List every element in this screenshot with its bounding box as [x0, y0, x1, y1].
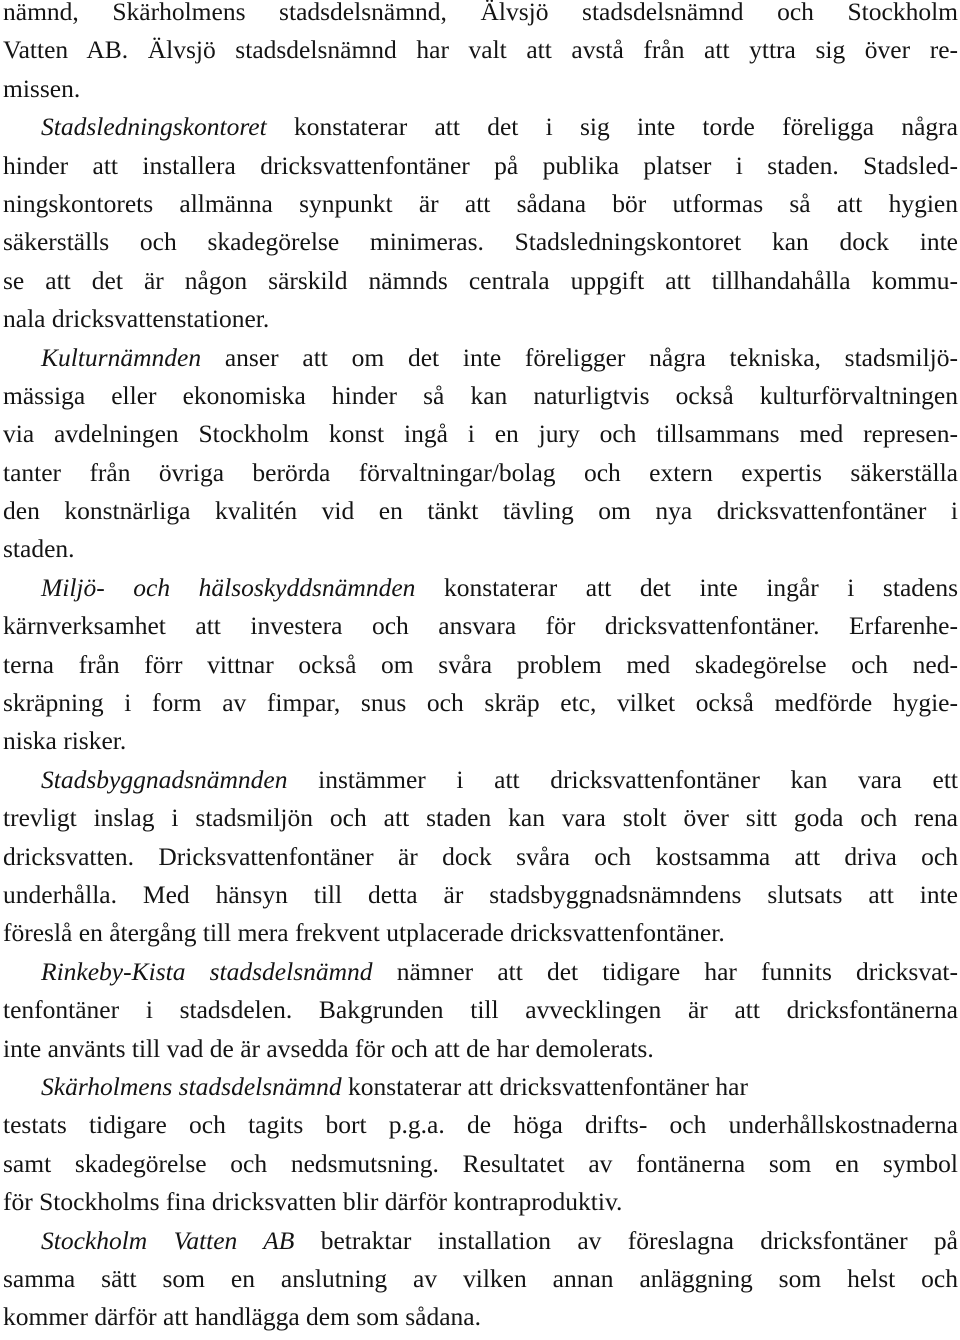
text-line	[3, 1106, 958, 1144]
text-segment: missen.	[3, 73, 81, 103]
text-segment: säkerställs och skadegörelse minimeras. Stadsledningskontoret kan dock inte	[3, 227, 958, 257]
organization-name: Kulturnämnden	[41, 342, 202, 372]
text-segment: instämmer i att dricksvattenfontäner kan vara ett	[287, 764, 958, 794]
organization-name: Stockholm Vatten AB	[41, 1225, 295, 1255]
text-line	[3, 607, 958, 645]
text-line	[3, 147, 958, 185]
text-segment: tanter från övriga berörda förvaltningar/bolag och extern expertis säkerställa	[3, 457, 958, 487]
document-page	[3, 0, 958, 1337]
organization-name: Stadsledningskontoret	[41, 112, 267, 142]
text-segment: ningskontorets allmänna synpunkt är att sådana bör utformas så att hygien	[3, 188, 958, 218]
text-line	[3, 185, 958, 223]
text-segment: betraktar installation av föreslagna dricksfontäner på	[294, 1225, 958, 1255]
text-segment: tenfontäner i stadsdelen. Bakgrunden till avvecklingen är att dricksfontänerna	[3, 995, 958, 1025]
text-segment: konstaterar att dricksvattenfontäner har	[341, 1071, 748, 1101]
text-segment: konstaterar att det inte ingår i stadens	[415, 572, 958, 602]
text-line	[3, 262, 958, 300]
text-line	[3, 1145, 958, 1183]
text-segment: Vatten AB. Älvsjö stadsdelsnämnd har valt att avstå från att yttra sig över re-	[3, 35, 958, 65]
text-segment: se att det är någon särskild nämnds centrala uppgift att tillhandahålla kommu-	[3, 265, 958, 295]
text-segment: dricksvatten. Dricksvattenfontäner är dock svåra och kostsamma att driva och	[3, 841, 958, 871]
text-segment: nämner att det tidigare har funnits dricksvat-	[372, 956, 958, 986]
text-segment: kärnverksamhet att investera och ansvara för dricksvattenfontäner. Erfarenhe-	[3, 611, 958, 641]
text-segment: samma sätt som en anslutning av vilken annan anläggning som helst och	[3, 1263, 958, 1293]
text-line	[3, 31, 958, 69]
text-line	[3, 569, 958, 607]
text-segment: för Stockholms fina dricksvatten blir därför kontraproduktiv.	[3, 1187, 623, 1217]
text-line	[3, 876, 958, 914]
paragraph-kulturnamnden	[3, 339, 958, 569]
text-segment: staden.	[3, 534, 75, 564]
text-segment: hinder att installera dricksvattenfontäner på publika platser i staden. Stadsled-	[3, 150, 958, 180]
text-line	[3, 339, 958, 377]
text-line	[3, 1298, 958, 1336]
text-line	[3, 838, 958, 876]
text-segment: niska risker.	[3, 726, 127, 756]
text-segment: konstaterar att det i sig inte torde föreligga några	[266, 112, 958, 142]
text-line	[3, 530, 958, 568]
text-segment: skräpning i form av fimpar, snus och skräp etc, vilket också medförde hygie-	[3, 688, 958, 718]
organization-name: Skärholmens stadsdelsnämnd	[41, 1071, 342, 1101]
text-segment: inte använts till vad de är avsedda för och att de har demolerats.	[3, 1033, 654, 1063]
text-line	[3, 1222, 958, 1260]
organization-name: Miljö- och hälsoskyddsnämnden	[41, 572, 416, 602]
text-segment: den konstnärliga kvalitén vid en tänkt tävling om nya dricksvattenfontäner i	[3, 496, 958, 526]
paragraph-stadsledningskontoret	[3, 108, 958, 338]
text-line	[3, 1030, 958, 1068]
text-segment: kommer därför att handlägga dem som sådana.	[3, 1302, 481, 1332]
text-line	[3, 0, 958, 31]
paragraph-rinkeby	[3, 953, 958, 1068]
paragraph-stadsbyggnad	[3, 761, 958, 953]
text-line	[3, 1068, 958, 1106]
text-line	[3, 1183, 958, 1221]
text-segment: testats tidigare och tagits bort p.g.a. de höga drifts- och underhållskostnaderna	[3, 1110, 958, 1140]
text-line	[3, 70, 958, 108]
text-segment: trevligt inslag i stadsmiljön och att staden kan vara stolt över sitt goda och rena	[3, 803, 958, 833]
text-line	[3, 761, 958, 799]
text-line	[3, 684, 958, 722]
document-body	[3, 0, 958, 1337]
text-line	[3, 991, 958, 1029]
paragraph-intro	[3, 0, 958, 108]
paragraph-miljo	[3, 569, 958, 761]
text-line	[3, 914, 958, 952]
text-segment: nämnd, Skärholmens stadsdelsnämnd, Älvsjö stadsdelsnämnd och Stockholm	[3, 0, 958, 26]
text-segment: terna från förr vittnar också om svåra problem med skadegörelse och ned-	[3, 649, 958, 679]
text-line	[3, 1260, 958, 1298]
text-line	[3, 492, 958, 530]
text-line	[3, 108, 958, 146]
text-segment: samt skadegörelse och nedsmutsning. Resultatet av fontänerna som en symbol	[3, 1148, 958, 1178]
organization-name: Rinkeby-Kista stadsdelsnämnd	[41, 956, 373, 986]
paragraph-stockholm-vatten	[3, 1222, 958, 1337]
organization-name: Stadsbyggnadsnämnden	[41, 764, 288, 794]
text-segment: föreslå en återgång till mera frekvent utplacerade dricksvattenfontäner.	[3, 918, 725, 948]
text-line	[3, 415, 958, 453]
text-line	[3, 223, 958, 261]
text-line	[3, 799, 958, 837]
text-line	[3, 377, 958, 415]
text-line	[3, 646, 958, 684]
text-segment: mässiga eller ekonomiska hinder så kan naturligtvis också kulturförvaltningen	[3, 380, 958, 410]
text-line	[3, 953, 958, 991]
paragraph-skarholmen	[3, 1068, 958, 1222]
text-line	[3, 300, 958, 338]
text-segment: anser att om det inte föreligger några tekniska, stadsmiljö-	[201, 342, 958, 372]
text-segment: underhålla. Med hänsyn till detta är stadsbyggnadsnämndens slutsats att inte	[3, 879, 958, 909]
text-segment: nala dricksvattenstationer.	[3, 304, 270, 334]
text-segment: via avdelningen Stockholm konst ingå i en jury och tillsammans med represen-	[3, 419, 958, 449]
text-line	[3, 722, 958, 760]
text-line	[3, 454, 958, 492]
